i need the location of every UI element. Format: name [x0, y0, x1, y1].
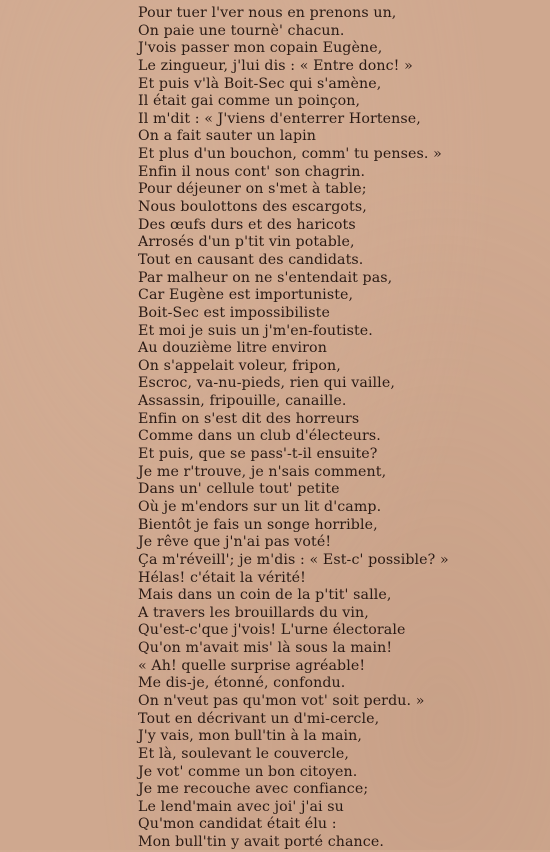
poem-line: Par malheur on ne s'entendait pas,: [138, 269, 393, 286]
poem-line: Pour tuer l'ver nous en prenons un,: [138, 5, 397, 21]
poem-line: Hélas! c'était la vérité!: [138, 569, 306, 586]
poem-line: On a fait sauter un lapin: [138, 128, 317, 145]
poem-line: Le lend'main avec joi' j'ai su: [138, 798, 344, 815]
poem-line: Boit-Sec est impossibiliste: [138, 304, 330, 321]
poem-line: Me dis-je, étonné, confondu.: [138, 675, 346, 692]
poem-line: « Ah! quelle surprise agréable!: [138, 657, 366, 674]
poem-line: Et puis, que se pass'-t-il ensuite?: [138, 446, 378, 463]
poem-line: Mais dans un coin de la p'tit' salle,: [138, 587, 392, 604]
poem-line: Arrosés d'un p'tit vin potable,: [138, 234, 355, 251]
poem-line: Pour déjeuner on s'met à table;: [138, 181, 367, 198]
poem-line: Qu'est-c'que j'vois! L'urne électorale: [138, 622, 406, 639]
poem-line: On paie une tournè' chacun.: [138, 22, 345, 39]
poem-line: Qu'on m'avait mis' là sous la main!: [138, 640, 393, 657]
poem-line: Qu'mon candidat était élu :: [138, 816, 337, 833]
poem-line: Le zingueur, j'lui dis : « Entre donc! »: [138, 57, 413, 74]
poem-line: Je me recouche avec confiance;: [138, 781, 369, 798]
poem-line: Comme dans un club d'électeurs.: [138, 428, 381, 445]
poem-line: J'y vais, mon bull'tin à la main,: [138, 728, 363, 745]
poem-line: Car Eugène est importuniste,: [138, 287, 354, 304]
poem-line: Et plus d'un bouchon, comm' tu penses. »: [138, 146, 442, 163]
poem-line: Mon bull'tin y avait porté chance.: [138, 834, 384, 851]
poem-line: On s'appelait voleur, fripon,: [138, 357, 341, 374]
poem-line: Au douzième litre environ: [138, 340, 327, 357]
poem-line: On n'veut pas qu'mon vot' soit perdu. »: [138, 692, 425, 709]
poem-line: Enfin il nous cont' son chagrin.: [138, 163, 366, 180]
poem-line: Je vot' comme un bon citoyen.: [138, 763, 358, 780]
poem-line: Et là, soulevant le couvercle,: [138, 745, 349, 762]
poem-line: Bientôt je fais un songe horrible,: [138, 516, 378, 533]
poem-line: Tout en décrivant un d'mi-cercle,: [138, 710, 380, 727]
poem-line: J'vois passer mon copain Eugène,: [138, 40, 383, 57]
poem-line: Je me r'trouve, je n'sais comment,: [138, 463, 387, 480]
poem-line: Enfin on s'est dit des horreurs: [138, 410, 360, 427]
poem-line: Où je m'endors sur un lit d'camp.: [138, 498, 382, 515]
poem-line: Dans un' cellule tout' petite: [138, 481, 340, 498]
poem-line: Ça m'réveill'; je m'dis : « Est-c' possible? »: [138, 551, 449, 568]
poem-text: [138, 5, 538, 852]
poem-line: Je rêve que j'n'ai pas voté!: [138, 534, 332, 551]
poem-line: Et moi je suis un j'm'en-foutiste.: [138, 322, 373, 339]
poem-line: Il était gai comme un poinçon,: [138, 93, 361, 110]
poem-line: Nous boulottons des escargots,: [138, 199, 367, 216]
poem-line: Escroc, va-nu-pieds, rien qui vaille,: [138, 375, 395, 392]
poem-line: A travers les brouillards du vin,: [138, 604, 369, 621]
poem-line: Assassin, fripouille, canaille.: [138, 393, 347, 410]
poem-line: Et puis v'là Boit-Sec qui s'amène,: [138, 75, 382, 92]
poem-line: Tout en causant des candidats.: [138, 251, 364, 268]
poem-line: Il m'dit : « J'viens d'enterrer Hortense,: [138, 110, 421, 127]
poem-line: Des œufs durs et des haricots: [138, 216, 356, 233]
